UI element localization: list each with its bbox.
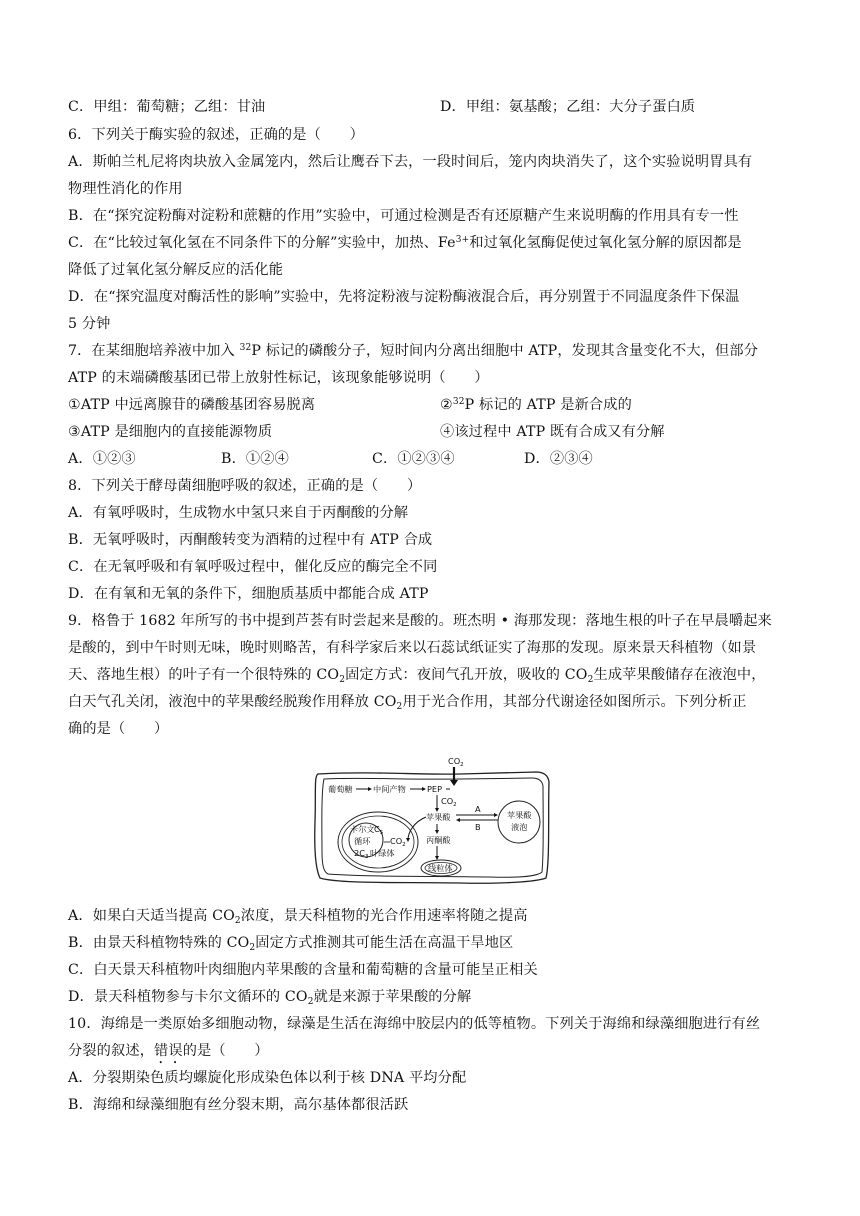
- arrowhead: [406, 838, 410, 842]
- q6-option-b: B．在“探究淀粉酶对淀粉和蔗糖的作用”实验中，可通过检测是否有还原糖产生来说明酶的作用具有专一性: [68, 208, 739, 224]
- q8-option-d: D．在有氧和无氧的条件下，细胞质基质中都能合成 ATP: [68, 586, 429, 602]
- q7-option-a: A．①②③: [68, 451, 136, 467]
- glucose-label: 葡萄糖: [328, 784, 353, 794]
- q9-stem-line2: 是酸的，到中午时则无味，晚时则略苦，有科学家后来以石蕊试纸证实了海那的发现。原来景天科植物（如景: [68, 640, 757, 656]
- q8-option-b: B．无氧呼吸时，丙酮酸转变为酒精的过程中有 ATP 合成: [68, 532, 433, 548]
- calvin-cycle-label-1: 卡尔文: [350, 824, 375, 834]
- chloroplast-label: 叶绿体: [370, 848, 395, 858]
- q7-stem-superscript: 32: [239, 343, 252, 353]
- q6-stem: 6．下列关于酶实验的叙述，正确的是（ ）: [68, 127, 364, 143]
- q7-stem-text-b: P 标记的磷酸分子，短时间内分离出细胞中 ATP，发现其含量变化不大，但部分: [251, 343, 759, 359]
- q9-option-a-text-b: 浓度，景天科植物的光合作用速率将随之提高: [240, 908, 528, 924]
- subscript-2: 2: [249, 943, 256, 953]
- q9-option-a: [68, 906, 792, 926]
- q8-option-c: C．在无氧呼吸和有氧呼吸过程中，催化反应的酶完全不同: [68, 559, 438, 575]
- subscript-2: 2: [587, 675, 594, 685]
- q5-option-d: D．甲组：氨基酸；乙组：大分子蛋白质: [440, 99, 696, 115]
- q9-stem-line1: 9．格鲁于 1682 年所写的书中提到芦荟有时尝起来是酸的。班杰明 • 海那发现：落地生根的叶子在早晨嚼起来: [68, 613, 772, 629]
- subscript-2: 2: [234, 916, 241, 926]
- q9-option-d: [68, 987, 792, 1007]
- q9-stem-line4-b: 用于光合作用，其部分代谢途径如图所示。下列分析正: [402, 694, 747, 710]
- pep-label: PEP: [427, 784, 443, 794]
- q6-option-a-line2: 物理性消化的作用: [68, 181, 183, 197]
- q7-statement-2-superscript: 32: [452, 397, 465, 407]
- q7-statement-2-text: P 标记的 ATP 是新合成的: [464, 397, 632, 413]
- q7-statements-row2: [68, 422, 792, 442]
- q9-option-a-text-a: A．如果白天适当提高 CO: [68, 908, 235, 924]
- q7-stem-line2: ATP 的末端磷酸基团已带上放射性标记，该现象能够说明（ ）: [68, 370, 489, 386]
- q10-stem-text-a: 分裂的叙述，: [68, 1043, 155, 1059]
- q7-statement-2: [440, 395, 632, 415]
- q9-option-b-text-b: 固定方式推测其可能生活在高温干旱地区: [255, 935, 514, 951]
- q9-option-d-text-b: 就是来源于苹果酸的分解: [313, 989, 472, 1005]
- q10-emphasis: 错误: [154, 1043, 183, 1059]
- q7-option-b: B．①②④: [221, 451, 289, 467]
- mitochondrion-label: 线粒体: [428, 863, 453, 873]
- q7-option-c: C．①②③④: [372, 451, 455, 467]
- q8-option-a: A．有氧呼吸时，生成物水中氢只来自于丙酮酸的分解: [68, 505, 409, 521]
- chloroplast: [338, 812, 418, 872]
- co2-top-label: $CO_2$: [448, 756, 464, 768]
- co2-inner-label: $CO_2$: [390, 836, 406, 848]
- co2-entry-arrowhead: [450, 780, 458, 786]
- arrowhead: [435, 830, 439, 834]
- q9-stem-line3-b: 固定方式：夜间气孔开放，吸收的 CO: [345, 667, 588, 683]
- q6-option-c-text-a: C．在“比较过氧化氢在不同条件下的分解”实验中，加热、Fe: [68, 235, 456, 251]
- calvin-cycle-label-2: 循环: [354, 836, 371, 846]
- q6-option-c-superscript: 3+: [455, 235, 470, 245]
- cam-pathway-figure: [310, 752, 554, 890]
- q7-statements-row1: [68, 395, 792, 415]
- pyruvate-label: 丙酮酸: [426, 835, 451, 845]
- subscript-2: 2: [396, 702, 403, 712]
- subscript-2: 2: [339, 675, 346, 685]
- q10-stem-line1: 10．海绵是一类原始多细胞动物，绿藻是生活在海绵中胶层内的低等植物。下列关于海绵和绿藻细胞进行有丝: [68, 1016, 761, 1032]
- q9-stem-line5: 确的是（ ）: [68, 721, 169, 737]
- arrowhead: [456, 818, 460, 822]
- malate-label: 苹果酸: [426, 812, 451, 822]
- intermediate-label: 中间产物: [373, 784, 406, 794]
- q8-stem: 8．下列关于酵母菌细胞呼吸的叙述，正确的是（ ）: [68, 478, 422, 494]
- q9-option-d-text-a: D．景天科植物参与卡尔文循环的 CO: [68, 989, 308, 1005]
- cam-pathway-diagram: [310, 752, 554, 890]
- arrow-a-label: A: [475, 804, 481, 814]
- co2-side-label: $CO_2$: [441, 796, 457, 808]
- q6-option-d-line2: 5 分钟: [68, 316, 111, 332]
- q5-options-cd: [68, 97, 792, 117]
- subscript-2: 2: [307, 997, 314, 1007]
- q10-option-a: A．分裂期染色质均螺旋化形成染色体以利于核 DNA 平均分配: [68, 1070, 467, 1086]
- arrowhead: [368, 787, 372, 791]
- arrowhead: [435, 856, 439, 860]
- q9-option-b-text-a: B．由景天科植物特殊的 CO: [68, 935, 250, 951]
- q10-stem-line2: [68, 1041, 792, 1067]
- q6-option-c-line1: [68, 233, 792, 253]
- c3-label: $2C_3$: [354, 848, 369, 860]
- q9-option-c: C．白天景天科植物叶肉细胞内苹果酸的含量和葡萄糖的含量可能呈正相关: [68, 962, 538, 978]
- q9-stem-line4-a: 白天气孔关闭，液泡中的苹果酸经脱羧作用释放 CO: [68, 694, 397, 710]
- q7-statement-4: ④该过程中 ATP 既有合成又有分解: [440, 424, 665, 440]
- arrow-b-label: B: [475, 822, 481, 832]
- q7-statement-2-mark: ②: [440, 397, 453, 413]
- q10-stem-text-b: 的是（ ）: [182, 1043, 269, 1059]
- q7-stem-line1: [68, 341, 792, 361]
- q9-stem-line4: [68, 692, 792, 712]
- q6-option-a-line1: A．斯帕兰札尼将肉块放入金属笼内，然后让鹰吞下去，一段时间后，笼内肉块消失了，这个实验说明胃具有: [68, 154, 753, 170]
- q10-option-b: B．海绵和绿藻细胞有丝分裂末期，高尔基体都很活跃: [68, 1097, 409, 1113]
- arrowhead: [422, 787, 426, 791]
- q6-option-c-text-b: 和过氧化氢酶促使过氧化氢分解的原因都是: [469, 235, 742, 251]
- arrowhead: [494, 813, 498, 817]
- vacuole-malate-label: 苹果酸: [507, 810, 532, 820]
- q7-stem-text-a: 7．在某细胞培养液中加入: [68, 343, 240, 359]
- q9-option-b: [68, 933, 792, 953]
- q5-option-c: C．甲组：葡萄糖；乙组：甘油: [68, 99, 266, 115]
- q7-option-d: D．②③④: [524, 451, 593, 467]
- q6-option-c-line2: 降低了过氧化氢分解反应的活化能: [68, 262, 284, 278]
- c5-label: $C_5$: [374, 824, 384, 836]
- q9-stem-line3-a: 天、落地生根）的叶子有一个很特殊的 CO: [68, 667, 340, 683]
- q7-statement-3: ③ATP 是细胞内的直接能源物质: [68, 424, 273, 440]
- vacuole-label: 液泡: [511, 822, 528, 832]
- q9-stem-line3: [68, 665, 792, 685]
- q6-option-d-line1: D．在“探究温度对酶活性的影响”实验中，先将淀粉液与淀粉酶液混合后，再分别置于不同温度条件下保温: [68, 289, 740, 305]
- q9-stem-line3-c: 生成苹果酸储存在液泡中，: [593, 667, 766, 683]
- q7-statement-1: ①ATP 中远离腺苷的磷酸基团容易脱离: [68, 397, 316, 413]
